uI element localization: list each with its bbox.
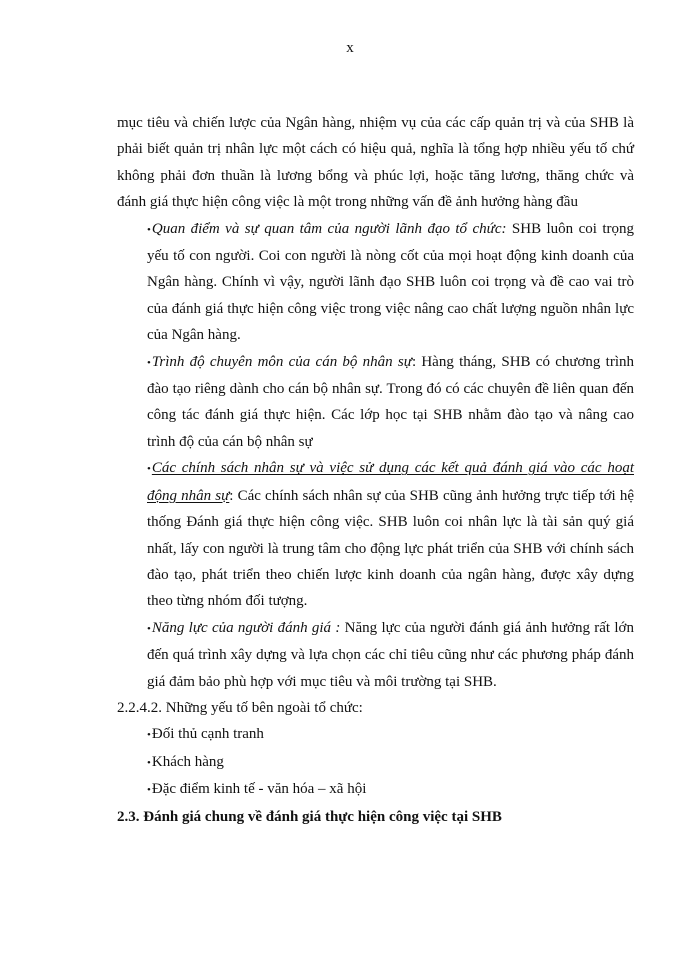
- bullet-lead-policies: Các chính sách nhân sự và việc sử dụng các kết quả đánh giá vào các hoạt động nhân sự: [147, 460, 634, 504]
- bullet-lead-expertise: Trình độ chuyên môn của cán bộ nhân sự: [151, 353, 412, 370]
- bullet-lead-leadership: Quan điểm và sự quan tâm của người lãnh đạo tổ chức:: [151, 220, 507, 237]
- page-body: [117, 110, 634, 830]
- bullet-paragraph-leadership: [117, 216, 634, 349]
- bullet-paragraph-expertise: [117, 349, 634, 456]
- sub-heading: 2.2.4.2. Những yếu tố bên ngoài tổ chức:: [117, 699, 363, 716]
- bullet-lead-evaluator: Năng lực của người đánh giá :: [151, 619, 341, 636]
- list-item: • Đối thủ cạnh tranh: [117, 721, 634, 748]
- bullet-text-expertise: : Hàng tháng, SHB có chương trình đào tạo riêng dành cho cán bộ nhân sự. Trong đó có các chuyên đề liên quan đến công tác đánh giá thực hiện. Các lớp học tại SHB nhằm đào tạo và nâng cao trình độ của cán bộ nhân sự: [147, 353, 634, 450]
- bullet-paragraph-evaluator: [117, 615, 634, 695]
- paragraph-continuation: mục tiêu và chiến lược của Ngân hàng, nhiệm vụ của các cấp quản trị và của SHB là phải biết quản trị nhân lực một cách có hiệu quả, nghĩa là tổng hợp nhiều yếu tố chứ không phải đơn thuần là lương bổng và phúc lợi, hoặc tăng lương, thăng chức và đánh giá thực hiện công việc là một trong những vấn đề ảnh hưởng hàng đầu: [117, 115, 634, 211]
- bullet-text-evaluator: Năng lực của người đánh giá ảnh hưởng rất lớn đến quá trình xây dựng và lựa chọn các chỉ tiêu cũng như các phương pháp đánh giá đảm bảo phù hợp với mục tiêu và môi trường tại SHB.: [147, 619, 634, 690]
- bullet-paragraph-policies: [117, 455, 634, 614]
- list-item: • Đặc điểm kinh tế - văn hóa – xã hội: [117, 776, 634, 803]
- section-heading: 2.3. Đánh giá chung về đánh giá thực hiện công việc tại SHB: [117, 808, 502, 825]
- bullet-text-policies: : Các chính sách nhân sự của SHB cũng ảnh hưởng trực tiếp tới hệ thống Đánh giá thực hiện công việc. SHB luôn coi nhân lực là tài sản quý giá nhất, lấy con người là trung tâm cho động lực phát triển của SHB với chính sách đào tạo, phát triển theo chiến lược kinh doanh của ngân hàng, được xây dựng theo từng nhóm đối tượng.: [147, 487, 634, 610]
- list-item: • Khách hàng: [117, 749, 634, 776]
- bullet-text-leadership: SHB luôn coi trọng yếu tố con người. Coi con người là nòng cốt của mọi hoạt động kinh doanh của Ngân hàng. Chính vì vậy, người lãnh đạo SHB luôn coi trọng và đề cao vai trò của đánh giá thực hiện công việc trong việc nâng cao chất lượng nguồn nhân lực của Ngân hàng.: [147, 220, 634, 344]
- page-number: x: [346, 40, 354, 56]
